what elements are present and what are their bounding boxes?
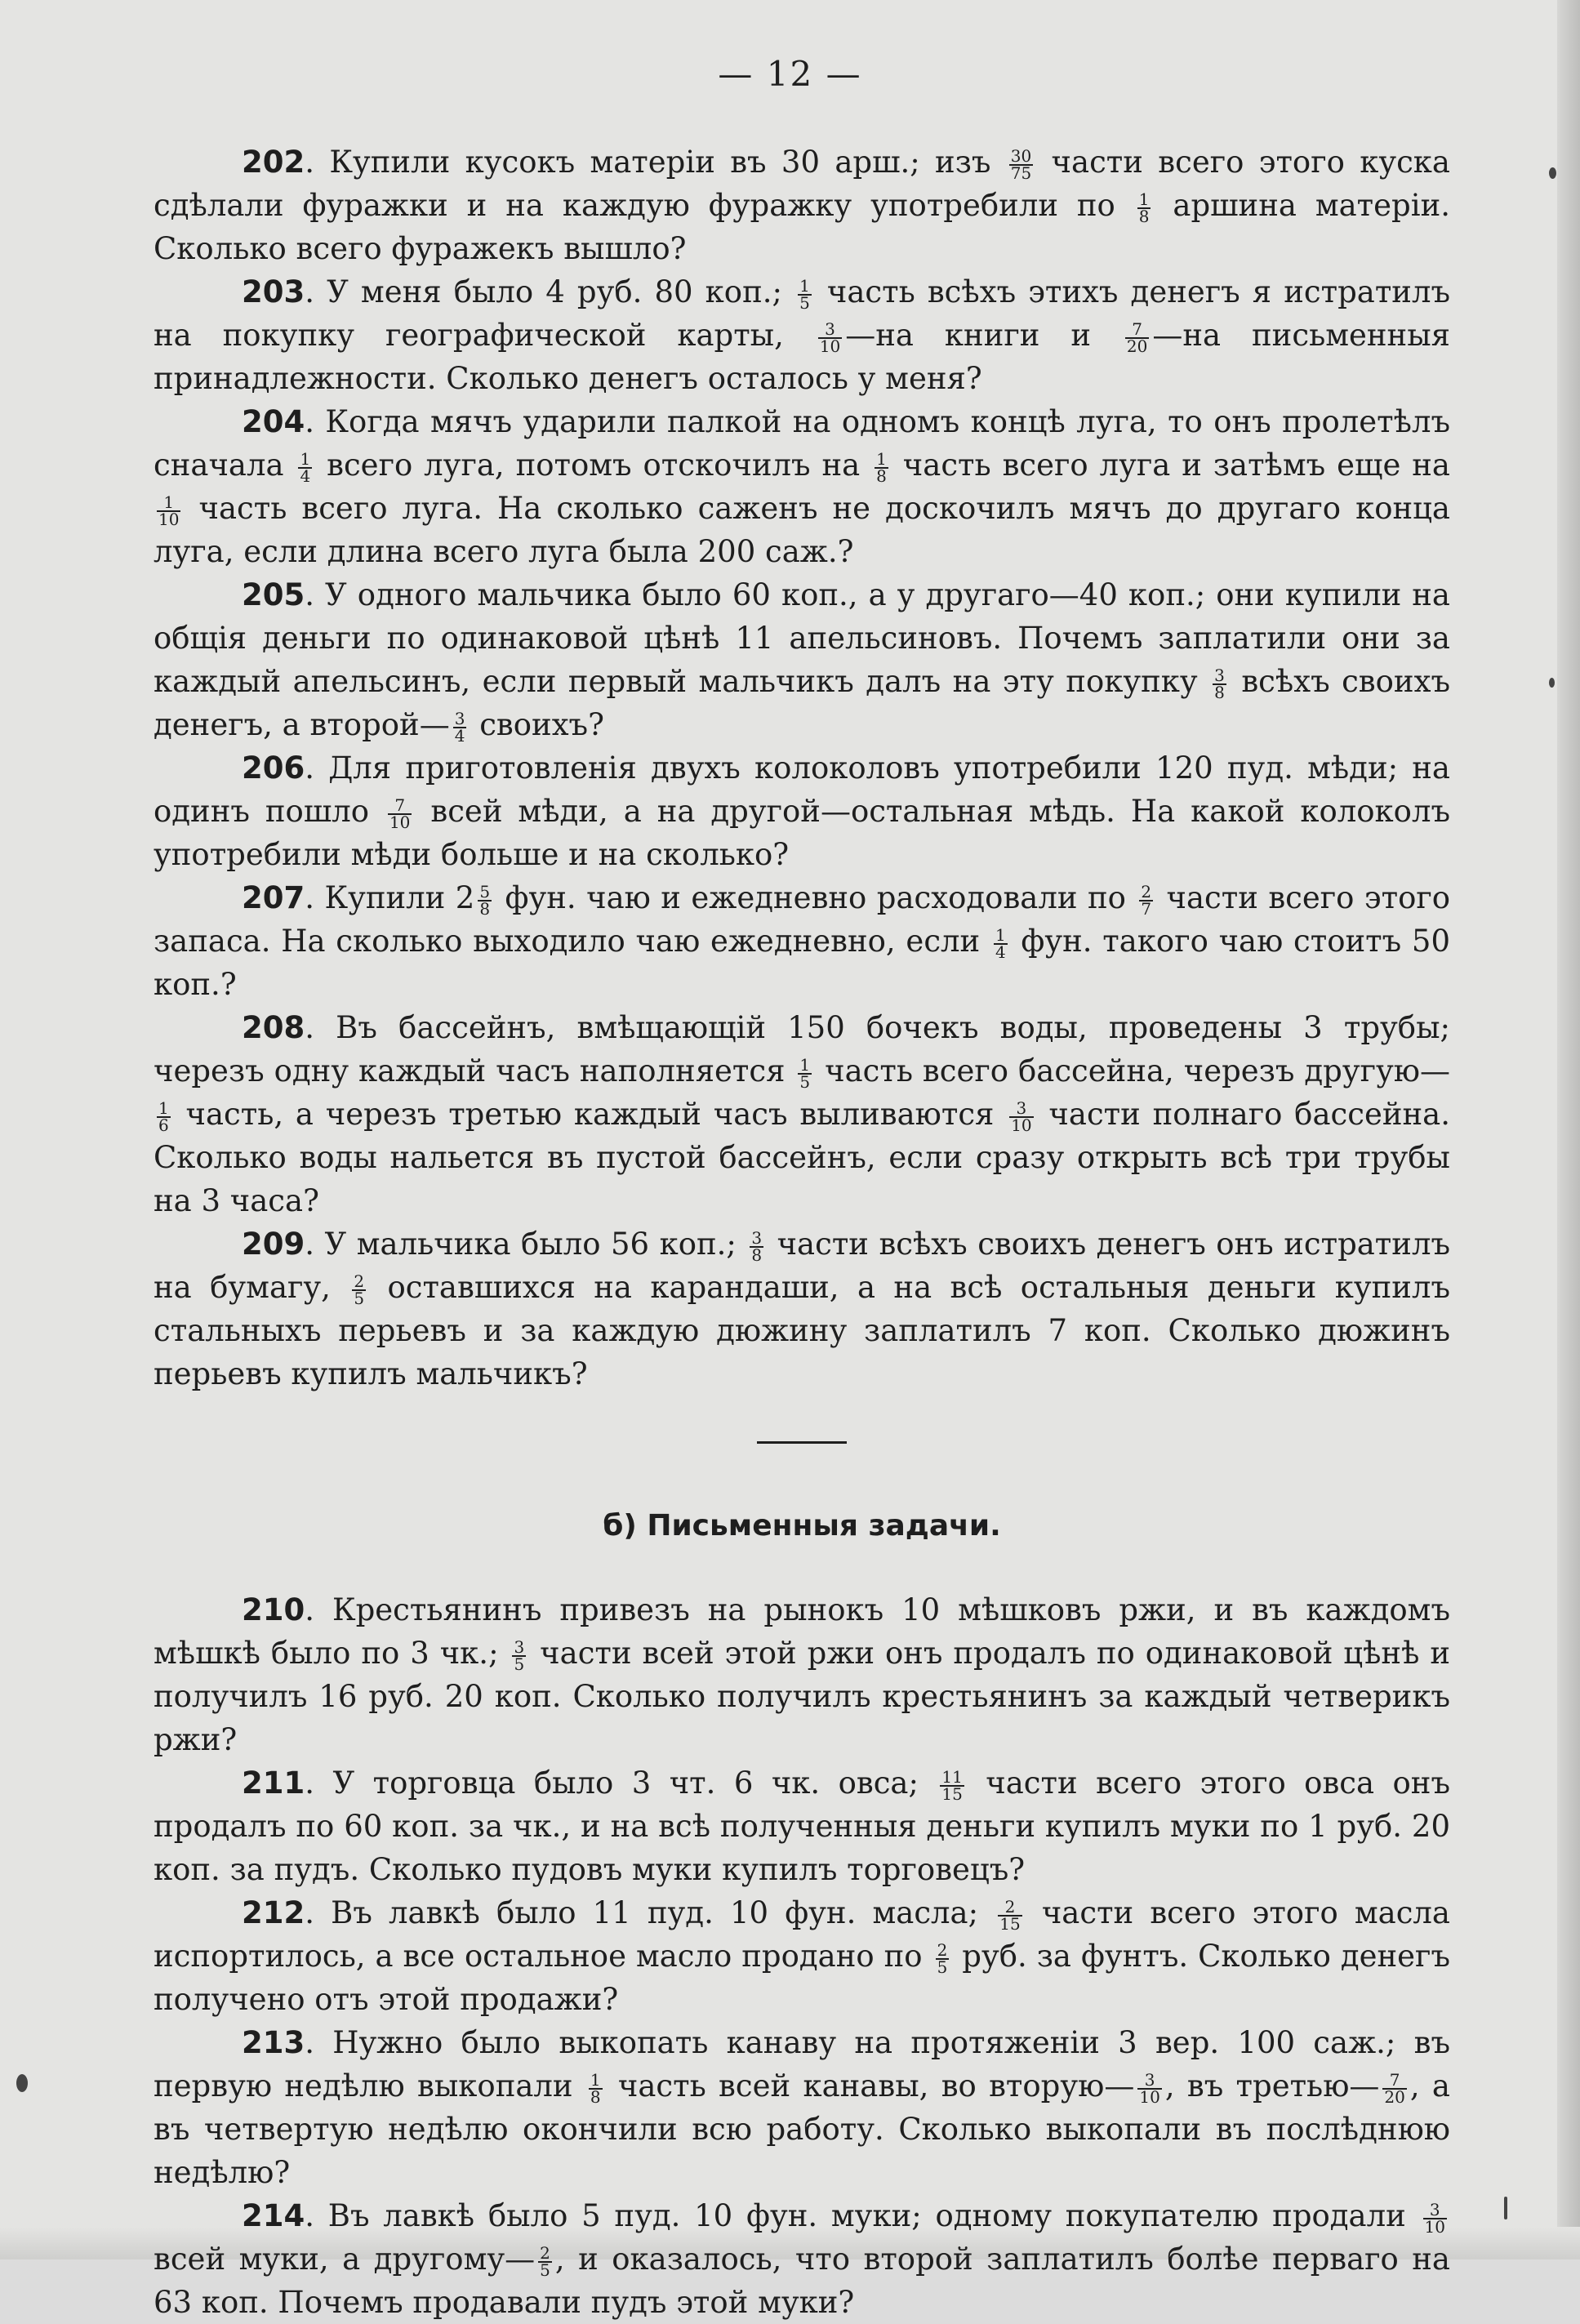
problem-214: 214. Въ лавкѣ было 5 пуд. 10 фун. муки; одному покупателю продали $\frac{3}{10}$ всей муки, а другому— $\frac{2}{5}$ , и оказалось, что второй заплатилъ болѣе перваго на 63 коп. Почемъ продавали пудъ этой муки?: [154, 2198, 1450, 2320]
problem-text: часть всѣхъ этихъ денегъ я истратилъ на покупку географической карты,: [154, 274, 1451, 353]
fraction: [478, 881, 492, 919]
fraction: [998, 1896, 1021, 1934]
problem-text: У меня было 4 руб. 80 коп.;: [327, 274, 795, 309]
fraction: [750, 1227, 763, 1265]
fraction: [538, 2242, 552, 2280]
fraction: [352, 1271, 366, 1308]
fraction-numerator: 3: [1009, 1101, 1033, 1118]
fraction: [798, 1054, 812, 1092]
problem-212: 212. Въ лавкѣ было 11 пуд. 10 фун. масла; $\frac{2}{15}$ части всего этого масла испортилось, а все остальное масло продано по $\frac{2}{5}$ руб. за фунтъ. Сколько денегъ получено отъ этой продажи?: [154, 1895, 1450, 2017]
problem-text: часть, а черезъ третью каждый часъ выливаются: [173, 1097, 1007, 1132]
problem-text: , а въ четвертую недѣлю окончили всю работу. Сколько выкопали въ послѣднюю недѣлю?: [154, 2068, 1450, 2190]
problem-213: 213. Нужно было выкопать канаву на протяженіи 3 вер. 100 саж.; въ первую недѣлю выкопали $\frac{1}{8}$ часть всей канавы, во вторую— $\frac{3}{10}$ , въ третью— $\frac{7}{20}$ , а въ четвертую недѣлю окончили всю работу. Сколько выкопали въ послѣднюю недѣлю?: [154, 2025, 1450, 2190]
fraction-denominator: 6: [158, 1115, 169, 1135]
fraction-numerator: 3: [1423, 2202, 1447, 2219]
fraction-numerator: 30: [1010, 145, 1032, 166]
problem-number: 205: [242, 577, 305, 612]
fraction: [875, 448, 888, 486]
fraction-denominator: 8: [751, 1244, 763, 1265]
problem-text: руб. за фунтъ. Сколько денегъ получено отъ этой продажи?: [154, 1939, 1450, 2017]
problem-207: 207. Купили 2 $\frac{5}{8}$ фун. чаю и ежедневно расходовали по $\frac{2}{7}$ части всего этого запаса. На сколько выходило чаю ежедневно, если $\frac{1}{4}$ фун. такого чаю стоитъ 50 коп.?: [154, 880, 1451, 1002]
fraction: [157, 1097, 171, 1135]
problem-text: своихъ?: [470, 707, 604, 742]
problem-text: Купили кусокъ матеріи въ 30 арш.; изъ: [329, 145, 1006, 180]
problem-number: 212: [242, 1895, 305, 1930]
section-divider: [757, 1441, 847, 1444]
fraction-numerator: 1: [157, 495, 180, 512]
problem-205: 205. У одного мальчика было 60 коп., а у другаго—40 коп.; они купили на общія деньги по одинаковой цѣнѣ 11 апельсиновъ. Почемъ заплатили они за каждый апельсинъ, если первый мальчикъ далъ на эту покупку $\frac{3}{8}$ всѣхъ своихъ денегъ, а второй— $\frac{3}{4}$ своихъ?: [154, 577, 1450, 746]
scan-speck: [1549, 167, 1556, 179]
fraction-denominator: 5: [354, 1288, 365, 1308]
fraction: [798, 275, 812, 313]
problem-number: 206: [242, 750, 305, 786]
fraction-denominator: 4: [300, 465, 311, 486]
problem-text: Крестьянинъ привезъ на рынокъ 10 мѣшковъ ржи, и въ каждомъ мѣшкѣ было по 3 чк.;: [154, 1592, 1450, 1671]
problem-number: 209: [242, 1227, 305, 1262]
fraction-numerator: 1: [158, 1097, 169, 1118]
fraction-denominator: 8: [479, 898, 491, 919]
fraction-numerator: 7: [1125, 322, 1149, 339]
fraction: [1125, 318, 1149, 356]
problem-text: всей муки, а другому—: [154, 2242, 536, 2277]
problem-text: части всего этого овса онъ продалъ по 60 коп. за чк., и на всѣ полученныя деньги купилъ муки по 1 руб. 20 коп. за пудъ. Сколько пудовъ муки купилъ торговецъ?: [154, 1765, 1450, 1887]
problem-text: всего луга, потомъ отскочилъ на: [315, 447, 872, 483]
problem-204: 204. Когда мячъ ударили палкой на одномъ концѣ луга, то онъ пролетѣлъ сначала $\frac{1}{4}$ всего луга, потомъ отскочилъ на $\frac{1}{8}$ часть всего луга и затѣмъ еще на $\frac{1}{10}$ часть всего луга. На сколько саженъ не доскочилъ мячъ до другаго конца луга, если длина всего луга была 200 саж.?: [154, 404, 1450, 569]
fraction-numerator: 1: [995, 924, 1006, 945]
scan-speck: [1504, 2197, 1507, 2219]
fraction-numerator: 1: [300, 448, 311, 469]
problem-text: Купили 2: [324, 880, 475, 915]
problem-text: фун. такого чаю стоитъ 50 коп.?: [154, 924, 1450, 1002]
fraction-denominator: 15: [941, 1783, 963, 1804]
fraction-numerator: 2: [1141, 881, 1152, 902]
problem-text: —на книги и: [845, 318, 1122, 353]
fraction: [818, 318, 842, 356]
fraction-denominator: 5: [937, 1957, 948, 1977]
fraction-numerator: 7: [1382, 2072, 1406, 2090]
fraction-numerator: 2: [937, 1939, 948, 1960]
fraction-denominator: 10: [1011, 1115, 1032, 1135]
problem-number: 213: [242, 2025, 305, 2060]
problem-text: части полнаго бассейна. Сколько воды нальется въ пустой бассейнъ, если сразу открыть всѣ три трубы на 3 часа?: [154, 1097, 1451, 1218]
problem-text: оставшихся на карандаши, а на всѣ остальныя деньги купилъ стальныхъ перьевъ и за каждую дюжину заплатилъ 7 коп. Сколько дюжинъ перьевъ купилъ мальчикъ?: [154, 1270, 1451, 1391]
scan-speck: [1549, 678, 1555, 688]
problem-210: 210. Крестьянинъ привезъ на рынокъ 10 мѣшковъ ржи, и въ каждомъ мѣшкѣ было по 3 чк.; $\frac{3}{5}$ части всей этой ржи онъ продалъ по одинаковой цѣнѣ и получилъ 16 руб. 20 коп. Сколько получилъ крестьянинъ за каждый четверикъ ржи?: [154, 1592, 1450, 1757]
problem-text: часть всего луга. На сколько саженъ не доскочилъ мячъ до другаго конца луга, если длина всего луга была 200 саж.?: [154, 491, 1450, 569]
problem-text: всей мѣди, а на другой—остальная мѣдь. На какой колоколъ употребили мѣди больше и на сколько?: [154, 794, 1450, 872]
fraction-denominator: 5: [799, 1071, 811, 1092]
fraction-denominator: 75: [1010, 163, 1032, 183]
problem-number: 202: [242, 145, 305, 180]
fraction-denominator: 10: [1139, 2086, 1160, 2107]
problem-text: всѣхъ своихъ денегъ, а второй—: [154, 664, 1450, 742]
fraction-numerator: 2: [998, 1899, 1021, 1917]
fraction-numerator: 3: [514, 1636, 525, 1657]
problem-203: 203. У меня было 4 руб. 80 коп.; $\frac{1}{5}$ часть всѣхъ этихъ денегъ я истратилъ на покупку географической карты, $\frac{3}{10}$ —на книги и $\frac{7}{20}$ —на письменныя принадлежности. Сколько денегъ осталось у меня?: [154, 274, 1451, 396]
fraction-numerator: 1: [876, 448, 887, 469]
fraction-denominator: 4: [995, 942, 1006, 962]
problem-number: 211: [242, 1765, 305, 1801]
problem-209: 209. У мальчика было 56 коп.; $\frac{3}{8}$ части всѣхъ своихъ денегъ онъ истратилъ на бумагу, $\frac{2}{5}$ оставшихся на карандаши, а на всѣ остальныя деньги купилъ стальныхъ перьевъ и за каждую дюжину заплатилъ 7 коп. Сколько дюжинъ перьевъ купилъ мальчикъ?: [154, 1227, 1451, 1391]
fraction-numerator: 1: [1138, 189, 1150, 209]
problem-text: Въ лавкѣ было 11 пуд. 10 фун. масла;: [331, 1895, 995, 1930]
fraction: [994, 924, 1008, 962]
problem-text: части всей этой ржи онъ продалъ по одинаковой цѣнѣ и получилъ 16 руб. 20 коп. Сколько получилъ крестьянинъ за каждый четверикъ ржи?: [154, 1636, 1450, 1757]
fraction-denominator: 7: [1141, 898, 1152, 919]
fraction-numerator: 3: [1214, 665, 1225, 685]
fraction-denominator: 8: [590, 2086, 601, 2107]
problem-text: , и оказалось, что второй заплатилъ болѣе перваго на 63 коп. Почемъ продавали пудъ этой муки?: [154, 2242, 1450, 2320]
fraction-denominator: 10: [158, 509, 180, 529]
problem-number: 203: [242, 274, 305, 309]
fraction: [1009, 1097, 1033, 1135]
problem-211: 211. У торговца было 3 чт. 6 чк. овса; $\frac{11}{15}$ части всего этого овса онъ продалъ по 60 коп. за чк., и на всѣ полученныя деньги купилъ муки по 1 руб. 20 коп. за пудъ. Сколько пудовъ муки купилъ торговецъ?: [154, 1765, 1450, 1887]
fraction-numerator: 1: [590, 2069, 601, 2090]
fraction-denominator: 4: [454, 725, 465, 746]
fraction: [1137, 189, 1151, 226]
fraction: [940, 1766, 964, 1804]
section-heading: б) Письменныя задачи.: [603, 1509, 1001, 1543]
fraction-numerator: 1: [799, 275, 810, 296]
page-edge-shadow: [1557, 0, 1580, 2259]
problem-206: 206. Для приготовленія двухъ колоколовъ употребили 120 пуд. мѣди; на одинъ пошло $\frac{7}{10}$ всей мѣди, а на другой—остальная мѣдь. На какой колоколъ употребили мѣди больше и на сколько?: [154, 750, 1450, 872]
problem-text: части всего этого куска сдѣлали фуражки и на каждую фуражку употребили по: [154, 145, 1450, 223]
fraction: [1423, 2199, 1447, 2237]
fraction: [298, 448, 312, 486]
problem-208: 208. Въ бассейнъ, вмѣщающій 150 бочекъ воды, проведены 3 трубы; черезъ одну каждый часъ наполняется $\frac{1}{5}$ часть всего бассейна, черезъ другую— $\frac{1}{6}$ часть, а черезъ третью каждый часъ выливаются $\frac{3}{10}$ части полнаго бассейна. Сколько воды нальется въ пустой бассейнъ, если сразу открыть всѣ три трубы на 3 часа?: [154, 1010, 1451, 1218]
problem-number: 214: [242, 2198, 305, 2233]
problem-202: 202. Купили кусокъ матеріи въ 30 арш.; изъ $\frac{30}{75}$ части всего этого куска сдѣлали фуражки и на каждую фуражку употребили по $\frac{1}{8}$ аршина матеріи. Сколько всего фуражекъ вышло?: [154, 145, 1450, 266]
problem-list-oral: [154, 140, 1450, 1396]
problem-text: фун. чаю и ежедневно расходовали по: [495, 880, 1137, 915]
fraction-numerator: 3: [1137, 2072, 1161, 2090]
fraction: [388, 795, 412, 832]
fraction-denominator: 5: [514, 1654, 525, 1674]
fraction: [936, 1939, 950, 1977]
fraction-numerator: 1: [799, 1054, 811, 1075]
problem-text: У торговца было 3 чт. 6 чк. овса;: [332, 1765, 937, 1801]
page-number: — 12 —: [718, 54, 862, 94]
problem-text: аршина матеріи. Сколько всего фуражекъ вышло?: [154, 188, 1450, 266]
fraction: [453, 708, 467, 746]
problem-number: 210: [242, 1592, 305, 1627]
page-content: [154, 140, 1450, 2324]
fraction-denominator: 20: [1384, 2086, 1405, 2107]
fraction-denominator: 15: [999, 1913, 1021, 1934]
fraction-numerator: 2: [354, 1271, 365, 1291]
fraction: [1009, 145, 1033, 183]
problem-text: часть всего бассейна, черезъ другую—: [815, 1053, 1450, 1089]
problem-text: Когда мячъ ударили палкой на одномъ концѣ луга, то онъ пролетѣлъ сначала: [154, 404, 1450, 483]
fraction: [157, 492, 180, 529]
fraction: [1139, 881, 1153, 919]
fraction: [1213, 665, 1226, 702]
fraction: [1137, 2069, 1161, 2107]
fraction-numerator: 2: [540, 2242, 550, 2263]
problem-text: часть всей канавы, во вторую—: [605, 2068, 1135, 2104]
problem-number: 208: [242, 1010, 305, 1045]
fraction-numerator: 3: [818, 322, 842, 339]
fraction-denominator: 10: [389, 812, 411, 832]
fraction-denominator: 8: [1138, 206, 1150, 226]
fraction-denominator: 5: [540, 2259, 550, 2280]
fraction: [512, 1636, 526, 1674]
fraction-numerator: 5: [479, 881, 491, 902]
problem-text: У мальчика было 56 коп.;: [324, 1227, 747, 1262]
fraction-denominator: 10: [819, 336, 841, 356]
problem-text: Въ лавкѣ было 5 пуд. 10 фун. муки; одному покупателю продали: [327, 2198, 1420, 2233]
fraction-denominator: 5: [799, 292, 810, 313]
fraction-numerator: 11: [941, 1766, 963, 1787]
problem-number: 207: [242, 880, 305, 915]
problem-text: , въ третью—: [1164, 2068, 1380, 2104]
fraction: [589, 2069, 603, 2107]
fraction-denominator: 10: [1424, 2216, 1445, 2237]
fraction-denominator: 8: [1214, 682, 1225, 702]
problem-text: части всего этого масла испортилось, а все остальное масло продано по: [154, 1895, 1450, 1974]
problem-number: 204: [242, 404, 305, 439]
fraction-numerator: 3: [454, 708, 465, 728]
problem-text: Нужно было выкопать канаву на протяженіи 3 вер. 100 саж.; въ первую недѣлю выкопали: [154, 2025, 1450, 2104]
problem-text: Для приготовленія двухъ колоколовъ употребили 120 пуд. мѣди; на одинъ пошло: [154, 750, 1450, 829]
fraction-denominator: 8: [876, 465, 887, 486]
problem-text: У одного мальчика было 60 коп., а у другаго—40 коп.; они купили на общія деньги по одинаковой цѣнѣ 11 апельсиновъ. Почемъ заплатили они за каждый апельсинъ, если первый мальчикъ далъ на эту покупку: [154, 577, 1450, 699]
fraction-numerator: 7: [388, 798, 412, 815]
fraction-denominator: 20: [1126, 336, 1148, 356]
fraction: [1382, 2069, 1406, 2107]
problem-text: —на письменныя принадлежности. Сколько денегъ осталось у меня?: [154, 318, 1450, 396]
problem-text: части всѣхъ своихъ денегъ онъ истратилъ на бумагу,: [154, 1227, 1450, 1305]
problem-text: часть всего луга и затѣмъ еще на: [891, 447, 1450, 483]
problem-text: Въ бассейнъ, вмѣщающій 150 бочекъ воды, проведены 3 трубы; черезъ одну каждый часъ наполняется: [154, 1010, 1450, 1089]
problem-text: части всего этого запаса. На сколько выходило чаю ежедневно, если: [154, 880, 1451, 959]
scan-speck: [16, 2074, 28, 2092]
problem-list-written: [154, 1588, 1450, 2324]
fraction-numerator: 3: [751, 1227, 763, 1248]
